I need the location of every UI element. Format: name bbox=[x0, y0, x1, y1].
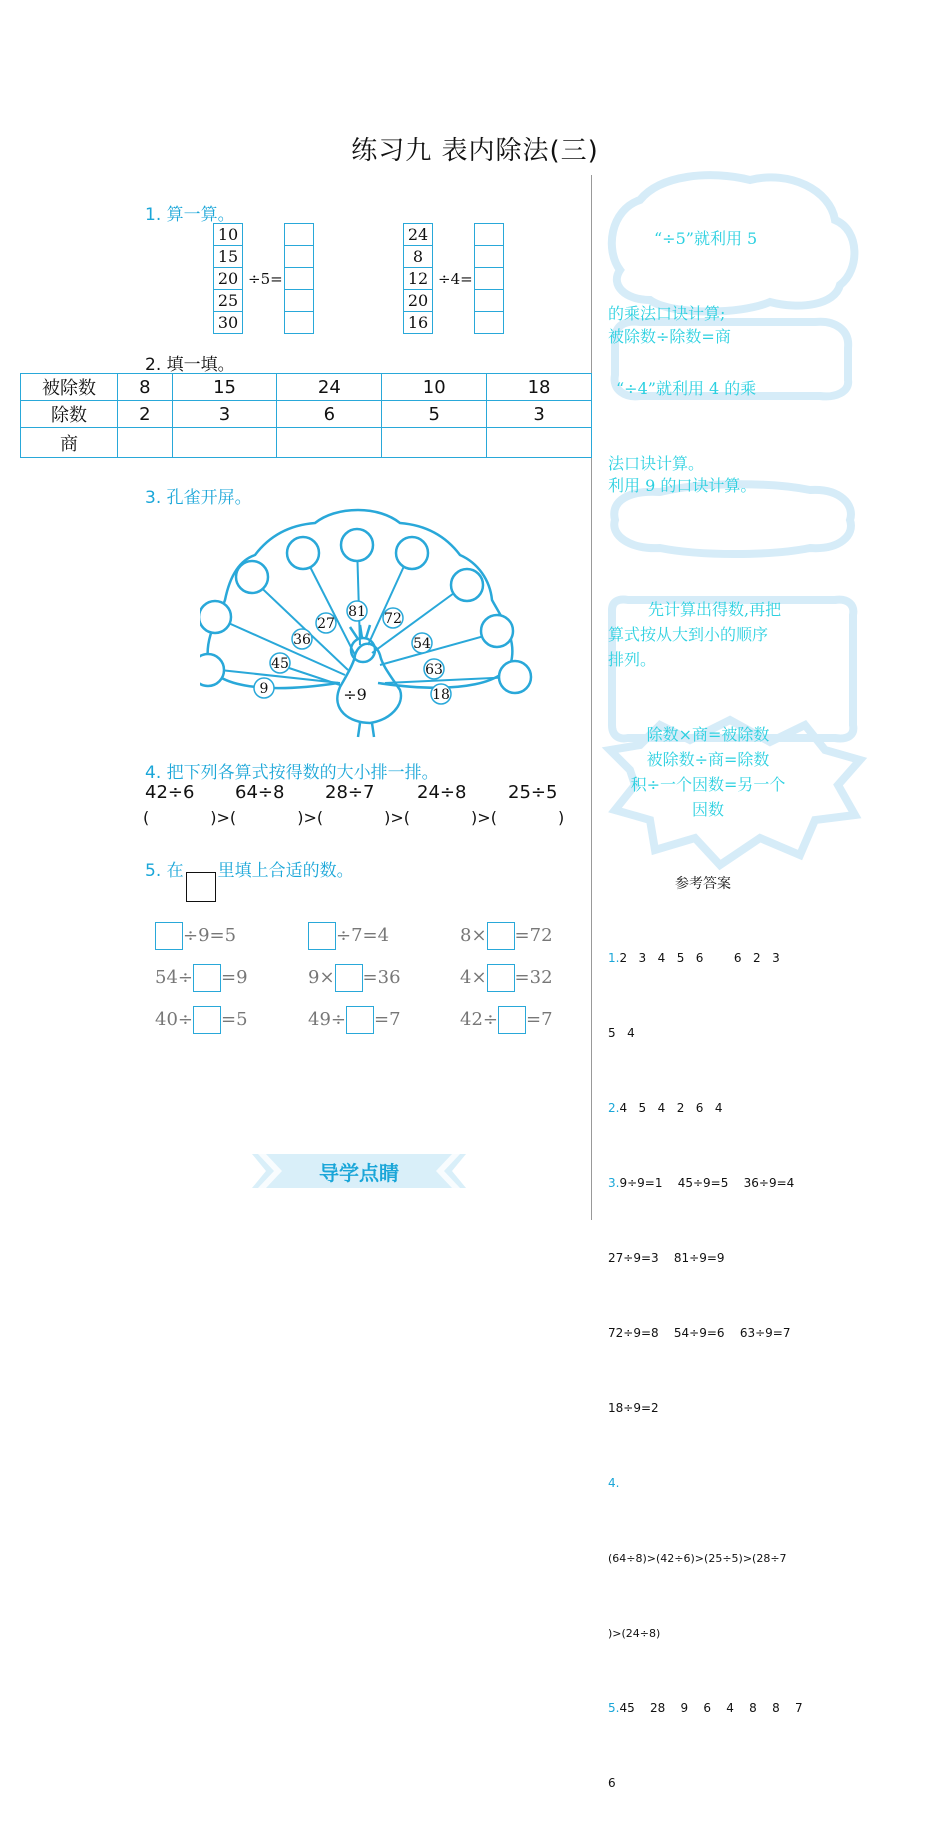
peacock-illustration bbox=[200, 505, 555, 740]
tip-5 bbox=[608, 722, 808, 822]
answer-box[interactable] bbox=[285, 290, 313, 312]
answer-cell[interactable] bbox=[172, 428, 277, 458]
feather-number: 27 bbox=[317, 616, 335, 632]
q4-expr: 64÷8 bbox=[235, 782, 285, 803]
answer-line: 1.2 3 4 5 6 6 2 3 bbox=[608, 951, 780, 965]
tip-line: 积÷一个因数=另一个 bbox=[630, 775, 786, 794]
q1-left-number: 15 bbox=[214, 246, 242, 268]
q1-right-number: 24 bbox=[404, 224, 432, 246]
eq-post: =72 bbox=[514, 925, 553, 946]
table-row bbox=[21, 374, 592, 401]
q1-left-number: 30 bbox=[217, 313, 239, 332]
tip-line: 法口诀计算。 bbox=[608, 454, 705, 473]
tip-line: 排列。 bbox=[608, 650, 657, 669]
q2-table bbox=[20, 373, 592, 458]
answer-cell[interactable] bbox=[277, 428, 382, 458]
table-row bbox=[21, 428, 592, 458]
q1-left-number: 20 bbox=[214, 268, 242, 290]
q5-equation bbox=[155, 922, 236, 950]
page-title: 练习九 表内除法(三) bbox=[351, 136, 599, 166]
answer-line: 3.9÷9=1 45÷9=5 36÷9=4 bbox=[608, 1176, 795, 1190]
q1-right-number: 16 bbox=[407, 313, 429, 332]
answer-box[interactable] bbox=[475, 246, 503, 268]
q4-expr: 28÷7 bbox=[325, 782, 375, 803]
tip-line: 因数 bbox=[691, 800, 724, 819]
q5-label-after: 里填上合适的数。 bbox=[217, 861, 354, 881]
q1-left-answers bbox=[284, 223, 314, 334]
table-cell: 5 bbox=[382, 401, 487, 428]
answer-line: 72÷9=8 54÷9=6 63÷9=7 bbox=[608, 1326, 791, 1340]
q1-right-number: 20 bbox=[404, 290, 432, 312]
answer-line: 6 bbox=[608, 1776, 616, 1790]
q1-left-number: 25 bbox=[214, 290, 242, 312]
eq-pre: 8× bbox=[460, 925, 487, 946]
answer-line: 18÷9=2 bbox=[608, 1401, 659, 1415]
q4-expr: 42÷6 bbox=[145, 782, 195, 803]
q5-equation bbox=[308, 922, 389, 950]
answer-box[interactable] bbox=[308, 922, 336, 950]
answer-line: )>(24÷8) bbox=[608, 1627, 661, 1640]
answer-box[interactable] bbox=[475, 268, 503, 290]
answer-box[interactable] bbox=[487, 922, 515, 950]
table-cell: 24 bbox=[277, 374, 382, 401]
q5-sample-box bbox=[186, 872, 216, 902]
tip-line: 被除数÷商=除数 bbox=[646, 750, 770, 769]
q5-equation bbox=[155, 1006, 248, 1034]
q4-label: 4. 把下列各算式按得数的大小排一排。 bbox=[145, 763, 439, 783]
q1-right-op: ÷4= bbox=[438, 270, 473, 288]
q4-expr: 25÷5 bbox=[508, 782, 558, 803]
answer-box[interactable] bbox=[475, 312, 503, 333]
q2-label: 2. 填一填。 bbox=[145, 355, 235, 375]
answer-box[interactable] bbox=[346, 1006, 374, 1034]
eq-post: =5 bbox=[221, 1009, 248, 1030]
answer-box[interactable] bbox=[285, 246, 313, 268]
feather-number: 18 bbox=[432, 687, 450, 703]
table-row bbox=[21, 401, 592, 428]
answer-box[interactable] bbox=[487, 964, 515, 992]
eq-post: =7 bbox=[526, 1009, 553, 1030]
feather-number: 9 bbox=[259, 681, 269, 697]
eq-pre: 42÷ bbox=[460, 1009, 498, 1030]
column-divider bbox=[591, 175, 592, 1220]
q5-equation bbox=[460, 922, 553, 950]
table-cell: 3 bbox=[172, 401, 277, 428]
eq-post: ÷9=5 bbox=[183, 925, 237, 946]
q5-label bbox=[145, 856, 354, 881]
answer-box[interactable] bbox=[155, 922, 183, 950]
tip-line: 先计算出得数,再把 bbox=[648, 600, 782, 619]
answer-box[interactable] bbox=[285, 268, 313, 290]
eq-post: ÷7=4 bbox=[336, 925, 390, 946]
tip-2: 被除数÷除数=商 bbox=[608, 327, 731, 346]
table-cell: 3 bbox=[487, 401, 592, 428]
answer-box[interactable] bbox=[193, 964, 221, 992]
eq-pre: 9× bbox=[308, 967, 335, 988]
answer-box[interactable] bbox=[285, 224, 313, 246]
answer-cell[interactable] bbox=[487, 428, 592, 458]
q1-right-number: 8 bbox=[404, 246, 432, 268]
peacock-operator: ÷9 bbox=[343, 685, 367, 704]
row-header: 被除数 bbox=[21, 374, 118, 401]
tip-line: 的乘法口诀计算; bbox=[608, 304, 726, 323]
tip-line: “÷5”就利用 5 bbox=[654, 229, 758, 248]
table-cell: 10 bbox=[382, 374, 487, 401]
feather-number: 45 bbox=[271, 656, 289, 672]
q1-right-answers bbox=[474, 223, 504, 334]
feather-number: 63 bbox=[425, 662, 443, 678]
q1-right-number: 12 bbox=[404, 268, 432, 290]
q5-label-before: 5. 在 bbox=[145, 861, 184, 881]
feather-number: 36 bbox=[293, 632, 311, 648]
tip-3: 利用 9 的口诀计算。 bbox=[608, 476, 757, 495]
q1-label: 1. 算一算。 bbox=[145, 205, 235, 225]
eq-pre: 54÷ bbox=[155, 967, 193, 988]
tip-4 bbox=[608, 597, 781, 672]
feather-number: 81 bbox=[348, 604, 366, 620]
eq-pre: 40÷ bbox=[155, 1009, 193, 1030]
answer-cell[interactable] bbox=[118, 428, 173, 458]
answer-box[interactable] bbox=[193, 1006, 221, 1034]
q1-left-op: ÷5= bbox=[248, 270, 283, 288]
q5-equation bbox=[308, 964, 401, 992]
answer-cell[interactable] bbox=[382, 428, 487, 458]
q5-equation bbox=[460, 1006, 553, 1034]
row-header: 商 bbox=[21, 428, 118, 458]
tip-line: 除数×商=被除数 bbox=[646, 725, 770, 744]
q1-left-numbers bbox=[213, 223, 243, 334]
answer-line: 4. bbox=[608, 1476, 620, 1490]
answer-line: (64÷8)>(42÷6)>(25÷5)>(28÷7 bbox=[608, 1552, 787, 1565]
table-cell: 8 bbox=[118, 374, 173, 401]
row-header: 除数 bbox=[21, 401, 118, 428]
eq-post: =32 bbox=[514, 967, 553, 988]
answer-box[interactable] bbox=[285, 312, 313, 333]
answer-box[interactable] bbox=[498, 1006, 526, 1034]
table-cell: 2 bbox=[118, 401, 173, 428]
q4-answer-row[interactable]: ( )>( )>( )>( )>( ) bbox=[143, 808, 565, 827]
table-cell: 6 bbox=[277, 401, 382, 428]
eq-post: =36 bbox=[362, 967, 401, 988]
answers-list bbox=[608, 896, 803, 1821]
answer-line: 2.4 5 4 2 6 4 bbox=[608, 1101, 723, 1115]
eq-post: =9 bbox=[221, 967, 248, 988]
q5-equation bbox=[308, 1006, 401, 1034]
q4-expr: 24÷8 bbox=[417, 782, 467, 803]
q1-left-number: 10 bbox=[214, 224, 242, 246]
answer-line: 5 4 bbox=[608, 1026, 635, 1040]
q5-equation bbox=[460, 964, 553, 992]
q5-equation bbox=[155, 964, 248, 992]
eq-pre: 4× bbox=[460, 967, 487, 988]
guide-banner-title: 导学点睛 bbox=[319, 1161, 399, 1185]
eq-pre: 49÷ bbox=[308, 1009, 346, 1030]
answers-heading: 参考答案 bbox=[675, 876, 731, 892]
table-cell: 15 bbox=[172, 374, 277, 401]
answer-line: 27÷9=3 81÷9=9 bbox=[608, 1251, 725, 1265]
answer-box[interactable] bbox=[475, 224, 503, 246]
feather-number: 72 bbox=[384, 611, 402, 627]
answer-box[interactable] bbox=[475, 290, 503, 312]
q1-right-numbers bbox=[403, 223, 433, 334]
tip-line: 算式按从大到小的顺序 bbox=[608, 625, 769, 644]
eq-post: =7 bbox=[374, 1009, 401, 1030]
q3-label: 3. 孔雀开屏。 bbox=[145, 488, 252, 508]
answer-box[interactable] bbox=[335, 964, 363, 992]
answer-line: 5.45 28 9 6 4 8 8 7 bbox=[608, 1701, 803, 1715]
table-cell: 18 bbox=[487, 374, 592, 401]
tip-line: “÷4”就利用 4 的乘 bbox=[616, 379, 757, 398]
feather-number: 54 bbox=[413, 636, 431, 652]
